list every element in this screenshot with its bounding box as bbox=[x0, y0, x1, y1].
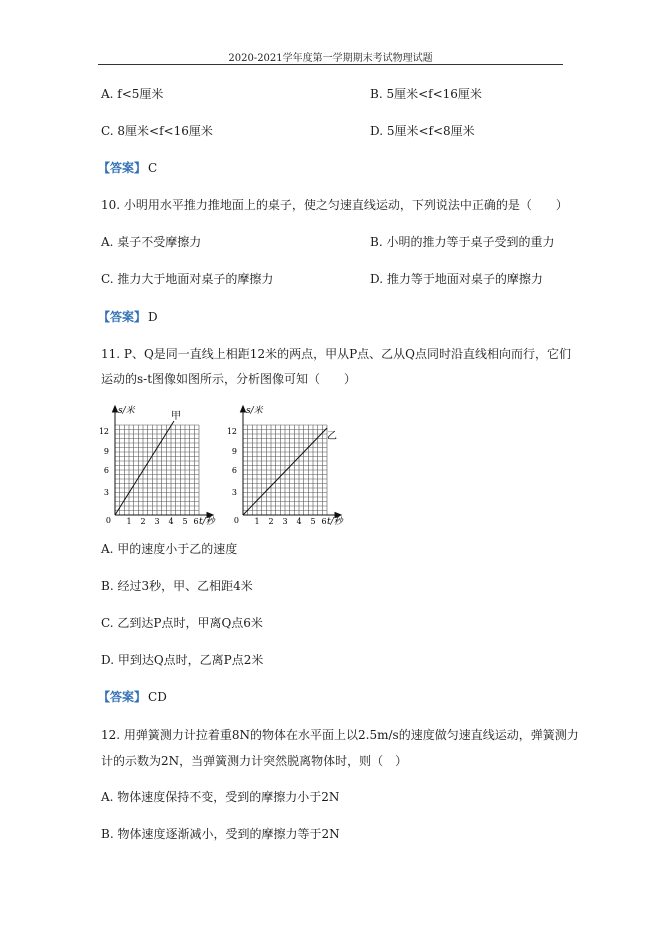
grid bbox=[115, 425, 199, 515]
y-tick-3: 3 bbox=[231, 488, 237, 497]
x-tick-1: 1 bbox=[254, 517, 260, 525]
q9-option-b: B. 5厘米<f<16厘米 bbox=[370, 87, 482, 101]
st-graph-yi-svg bbox=[226, 403, 351, 525]
origin-label: 0 bbox=[233, 516, 239, 525]
q9-option-c: C. 8厘米<f<16厘米 bbox=[101, 124, 213, 138]
q12-stem-line2: 计的示数为2N，当弹簧测力计突然脱离物体时，则（ ） bbox=[101, 754, 408, 768]
q9-answer bbox=[98, 160, 157, 176]
q11-option-d: D. 甲到达Q点时，乙离P点2米 bbox=[101, 653, 264, 667]
x-tick-4: 4 bbox=[296, 517, 302, 525]
q10-stem: 10. 小明用水平推力推地面上的桌子，使之匀速直线运动，下列说法中正确的是（ ） bbox=[101, 198, 568, 212]
jia-line-label: 甲 bbox=[171, 411, 181, 422]
x-tick-6: 6 bbox=[193, 517, 199, 525]
x-tick-5: 5 bbox=[310, 517, 316, 525]
q9-option-d: D. 5厘米<f<8厘米 bbox=[370, 124, 475, 138]
y-axis-label: s/米 bbox=[118, 406, 135, 416]
y-tick-6: 6 bbox=[231, 466, 237, 475]
q10-option-c: C. 推力大于地面对桌子的摩擦力 bbox=[101, 272, 274, 286]
q11-stem-line2: 运动的s-t图像如图所示，分析图像可知（ ） bbox=[101, 372, 357, 386]
x-tick-1: 1 bbox=[126, 517, 132, 525]
x-tick-2: 2 bbox=[268, 517, 274, 525]
q11-answer-tag: 【答案】 bbox=[98, 690, 147, 704]
x-axis-label: t/秒 bbox=[327, 517, 343, 525]
q11-option-a: A. 甲的速度小于乙的速度 bbox=[101, 542, 238, 556]
q12-option-b: B. 物体速度逐渐减小，受到的摩擦力等于2N bbox=[101, 827, 340, 841]
x-tick-5: 5 bbox=[182, 517, 188, 525]
q11-answer-value: CD bbox=[148, 690, 167, 704]
header-rule bbox=[98, 64, 563, 65]
q11-option-b: B. 经过3秒，甲、乙相距4米 bbox=[101, 579, 253, 593]
x-tick-2: 2 bbox=[140, 517, 146, 525]
q9-answer-value: C bbox=[148, 161, 158, 175]
q10-option-b: B. 小明的推力等于桌子受到的重力 bbox=[370, 235, 555, 249]
q10-option-a: A. 桌子不受摩擦力 bbox=[101, 235, 202, 249]
y-tick-9: 9 bbox=[231, 447, 237, 456]
q12-stem-line1: 12. 用弹簧测力计拉着重8N的物体在水平面上以2.5m/s的速度做匀速直线运动，弹簧测力 bbox=[101, 728, 579, 742]
y-tick-12: 12 bbox=[226, 427, 237, 436]
origin-label: 0 bbox=[105, 516, 111, 525]
x-tick-4: 4 bbox=[168, 517, 174, 525]
y-tick-6: 6 bbox=[103, 466, 109, 475]
yi-line-label: 乙 bbox=[327, 431, 337, 442]
q10-answer-tag: 【答案】 bbox=[98, 310, 147, 324]
y-axis-label: s/米 bbox=[246, 406, 263, 416]
q12-option-a: A. 物体速度保持不变，受到的摩擦力小于2N bbox=[101, 790, 340, 804]
q9-answer-tag: 【答案】 bbox=[98, 161, 147, 175]
st-graph-yi bbox=[226, 403, 351, 529]
q9-option-a: A. f<5厘米 bbox=[101, 87, 164, 101]
q10-answer bbox=[98, 309, 158, 325]
y-tick-3: 3 bbox=[103, 488, 109, 497]
x-tick-3: 3 bbox=[282, 517, 288, 525]
q10-option-d: D. 推力等于地面对桌子的摩擦力 bbox=[370, 272, 543, 286]
x-tick-3: 3 bbox=[154, 517, 160, 525]
x-tick-6: 6 bbox=[321, 517, 327, 525]
st-graph-jia bbox=[98, 403, 223, 529]
y-tick-12: 12 bbox=[98, 427, 109, 436]
x-axis-label: t/秒 bbox=[199, 517, 215, 525]
q11-option-c: C. 乙到达P点时，甲离Q点6米 bbox=[101, 616, 263, 630]
axes bbox=[113, 406, 214, 518]
q11-answer bbox=[98, 689, 167, 705]
q10-answer-value: D bbox=[148, 310, 158, 324]
header-title: 2020-2021学年度第一学期期末考试物理试题 bbox=[228, 53, 433, 64]
st-graph-jia-svg bbox=[98, 403, 223, 525]
jia-line bbox=[115, 421, 174, 515]
y-tick-9: 9 bbox=[103, 447, 109, 456]
axes bbox=[241, 406, 342, 518]
q11-stem-line1: 11. P、Q是同一直线上相距12米的两点，甲从P点、乙从Q点同时沿直线相向而行，它们 bbox=[101, 347, 571, 361]
